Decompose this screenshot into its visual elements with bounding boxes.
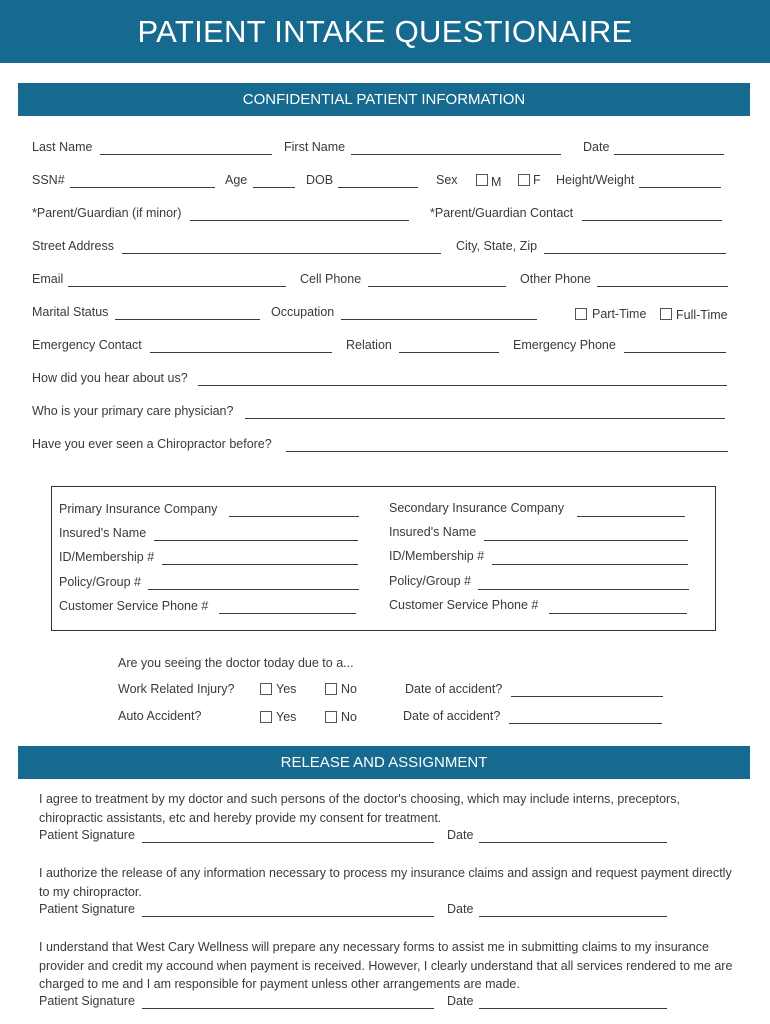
primary-insurance-label: Primary Insurance Company xyxy=(59,502,218,516)
accident-question-row xyxy=(118,655,678,673)
full-time-label: Full-Time xyxy=(676,308,728,322)
age-field[interactable] xyxy=(253,187,295,188)
first-name-field[interactable] xyxy=(351,154,561,155)
work-injury-row xyxy=(118,681,678,699)
signature-row-1 xyxy=(39,827,739,845)
sex-m-checkbox[interactable] xyxy=(476,174,488,186)
work-injury-yes-checkbox[interactable] xyxy=(260,683,272,695)
ins-row-customer-service xyxy=(59,598,709,616)
secondary-customer-service-label: Customer Service Phone # xyxy=(389,598,539,612)
hear-about-field[interactable] xyxy=(198,385,727,386)
secondary-policy-field[interactable] xyxy=(478,589,689,590)
secondary-insured-name-label: Insured's Name xyxy=(389,525,477,539)
first-name-label: First Name xyxy=(284,140,346,154)
work-injury-no-label: No xyxy=(341,682,357,696)
work-injury-no-checkbox[interactable] xyxy=(325,683,337,695)
parent-guardian-field[interactable] xyxy=(190,220,409,221)
signature-date-field[interactable] xyxy=(479,1008,667,1009)
primary-insured-name-label: Insured's Name xyxy=(59,526,147,540)
row-primary-care xyxy=(32,403,732,421)
primary-care-field[interactable] xyxy=(245,418,725,419)
patient-signature-field[interactable] xyxy=(142,916,434,917)
form-title: PATIENT INTAKE QUESTIONAIRE xyxy=(0,0,770,63)
emergency-contact-field[interactable] xyxy=(150,352,332,353)
ins-row-company xyxy=(59,501,709,519)
section-header-release: RELEASE AND ASSIGNMENT xyxy=(18,746,750,779)
emergency-phone-label: Emergency Phone xyxy=(513,338,616,352)
email-field[interactable] xyxy=(68,286,286,287)
primary-id-field[interactable] xyxy=(162,564,358,565)
primary-id-label: ID/Membership # xyxy=(59,550,155,564)
sex-label: Sex xyxy=(436,173,458,187)
primary-customer-service-label: Customer Service Phone # xyxy=(59,599,209,613)
primary-policy-field[interactable] xyxy=(148,589,359,590)
marital-status-label: Marital Status xyxy=(32,305,109,319)
work-injury-yes-label: Yes xyxy=(276,682,297,696)
patient-signature-field[interactable] xyxy=(142,842,434,843)
cell-phone-label: Cell Phone xyxy=(300,272,362,286)
work-accident-date-field[interactable] xyxy=(511,696,663,697)
signature-row-3 xyxy=(39,993,739,1011)
signature-date-field[interactable] xyxy=(479,842,667,843)
occupation-label: Occupation xyxy=(271,305,335,319)
relation-field[interactable] xyxy=(399,352,499,353)
age-label: Age xyxy=(225,173,248,187)
ins-row-insured xyxy=(59,525,709,543)
auto-accident-no-checkbox[interactable] xyxy=(325,711,337,723)
section-header-patient-info: CONFIDENTIAL PATIENT INFORMATION xyxy=(18,83,750,116)
release-paragraph-authorize: I authorize the release of any information necessary to process my insurance claims and assign and request payment directly to my chiropractor. xyxy=(39,866,732,899)
primary-customer-service-field[interactable] xyxy=(219,613,356,614)
ins-row-id xyxy=(59,549,709,567)
signature-date-label: Date xyxy=(447,828,474,842)
auto-accident-date-label: Date of accident? xyxy=(403,709,501,723)
row-parent xyxy=(32,205,732,223)
secondary-customer-service-field[interactable] xyxy=(549,613,687,614)
row-emergency xyxy=(32,337,732,355)
auto-accident-label: Auto Accident? xyxy=(118,709,202,723)
primary-policy-label: Policy/Group # xyxy=(59,575,141,589)
street-address-label: Street Address xyxy=(32,239,114,253)
parent-guardian-label: *Parent/Guardian (if minor) xyxy=(32,206,182,220)
dob-field[interactable] xyxy=(338,187,418,188)
auto-accident-no-label: No xyxy=(341,710,357,724)
signature-date-label: Date xyxy=(447,994,474,1008)
date-field[interactable] xyxy=(614,154,724,155)
secondary-insurance-field[interactable] xyxy=(577,516,685,517)
work-accident-date-label: Date of accident? xyxy=(405,682,503,696)
occupation-field[interactable] xyxy=(341,319,537,320)
last-name-field[interactable] xyxy=(100,154,272,155)
chiro-before-label: Have you ever seen a Chiropractor before? xyxy=(32,437,272,451)
email-label: Email xyxy=(32,272,64,286)
emergency-contact-label: Emergency Contact xyxy=(32,338,142,352)
row-chiro-before xyxy=(32,436,732,454)
secondary-id-field[interactable] xyxy=(492,564,688,565)
other-phone-label: Other Phone xyxy=(520,272,591,286)
auto-accident-date-field[interactable] xyxy=(509,723,662,724)
sex-m-label: M xyxy=(491,175,502,189)
dob-label: DOB xyxy=(306,173,334,187)
primary-insured-name-field[interactable] xyxy=(154,540,358,541)
street-address-field[interactable] xyxy=(122,253,441,254)
ssn-field[interactable] xyxy=(70,187,215,188)
primary-care-label: Who is your primary care physician? xyxy=(32,404,234,418)
release-paragraph-financial: I understand that West Cary Wellness will prepare any necessary forms to assist me in submitting claims to my insurance provider and credit my accound when payment is received. However, I clearly understand that all services rendered to me are charged to me and I am responsible for payment unless other arrangements are made. xyxy=(39,940,733,991)
date-label: Date xyxy=(583,140,610,154)
signature-row-2 xyxy=(39,901,739,919)
part-time-checkbox[interactable] xyxy=(575,308,587,320)
city-state-zip-field[interactable] xyxy=(544,253,726,254)
part-time-label: Part-Time xyxy=(592,307,647,321)
secondary-insurance-label: Secondary Insurance Company xyxy=(389,501,565,515)
cell-phone-field[interactable] xyxy=(368,286,506,287)
accident-question: Are you seeing the doctor today due to a... xyxy=(118,656,354,670)
release-paragraph-treatment: I agree to treatment by my doctor and such persons of the doctor's choosing, which may include interns, preceptors, chiropractic assistants, etc and hereby provide my consent for treatment. xyxy=(39,792,680,825)
secondary-insured-name-field[interactable] xyxy=(484,540,688,541)
secondary-id-label: ID/Membership # xyxy=(389,549,485,563)
auto-accident-yes-checkbox[interactable] xyxy=(260,711,272,723)
full-time-checkbox[interactable] xyxy=(660,308,672,320)
row-address xyxy=(32,238,732,256)
height-weight-field[interactable] xyxy=(639,187,721,188)
primary-insurance-field[interactable] xyxy=(229,516,359,517)
sex-f-label: F xyxy=(533,173,541,187)
row-ssn-age xyxy=(32,172,732,190)
secondary-policy-label: Policy/Group # xyxy=(389,574,471,588)
sex-f-checkbox[interactable] xyxy=(518,174,530,186)
patient-signature-label: Patient Signature xyxy=(39,994,135,1008)
auto-accident-yes-label: Yes xyxy=(276,710,297,724)
signature-date-label: Date xyxy=(447,902,474,916)
work-injury-label: Work Related Injury? xyxy=(118,682,235,696)
chiro-before-field[interactable] xyxy=(286,451,728,452)
parent-contact-label: *Parent/Guardian Contact xyxy=(430,206,574,220)
emergency-phone-field[interactable] xyxy=(624,352,726,353)
ssn-label: SSN# xyxy=(32,173,65,187)
city-state-zip-label: City, State, Zip xyxy=(456,239,538,253)
marital-status-field[interactable] xyxy=(115,319,260,320)
row-name-date xyxy=(32,139,732,157)
row-marital xyxy=(32,304,732,322)
other-phone-field[interactable] xyxy=(597,286,728,287)
hear-about-label: How did you hear about us? xyxy=(32,371,188,385)
signature-date-field[interactable] xyxy=(479,916,667,917)
height-weight-label: Height/Weight xyxy=(556,173,635,187)
row-hear-about xyxy=(32,370,732,388)
patient-signature-field[interactable] xyxy=(142,1008,434,1009)
parent-contact-field[interactable] xyxy=(582,220,722,221)
insurance-box xyxy=(51,486,716,631)
patient-signature-label: Patient Signature xyxy=(39,828,135,842)
ins-row-policy xyxy=(59,574,709,592)
last-name-label: Last Name xyxy=(32,140,93,154)
auto-accident-row xyxy=(118,708,678,726)
patient-signature-label: Patient Signature xyxy=(39,902,135,916)
relation-label: Relation xyxy=(346,338,392,352)
row-contact xyxy=(32,271,732,289)
